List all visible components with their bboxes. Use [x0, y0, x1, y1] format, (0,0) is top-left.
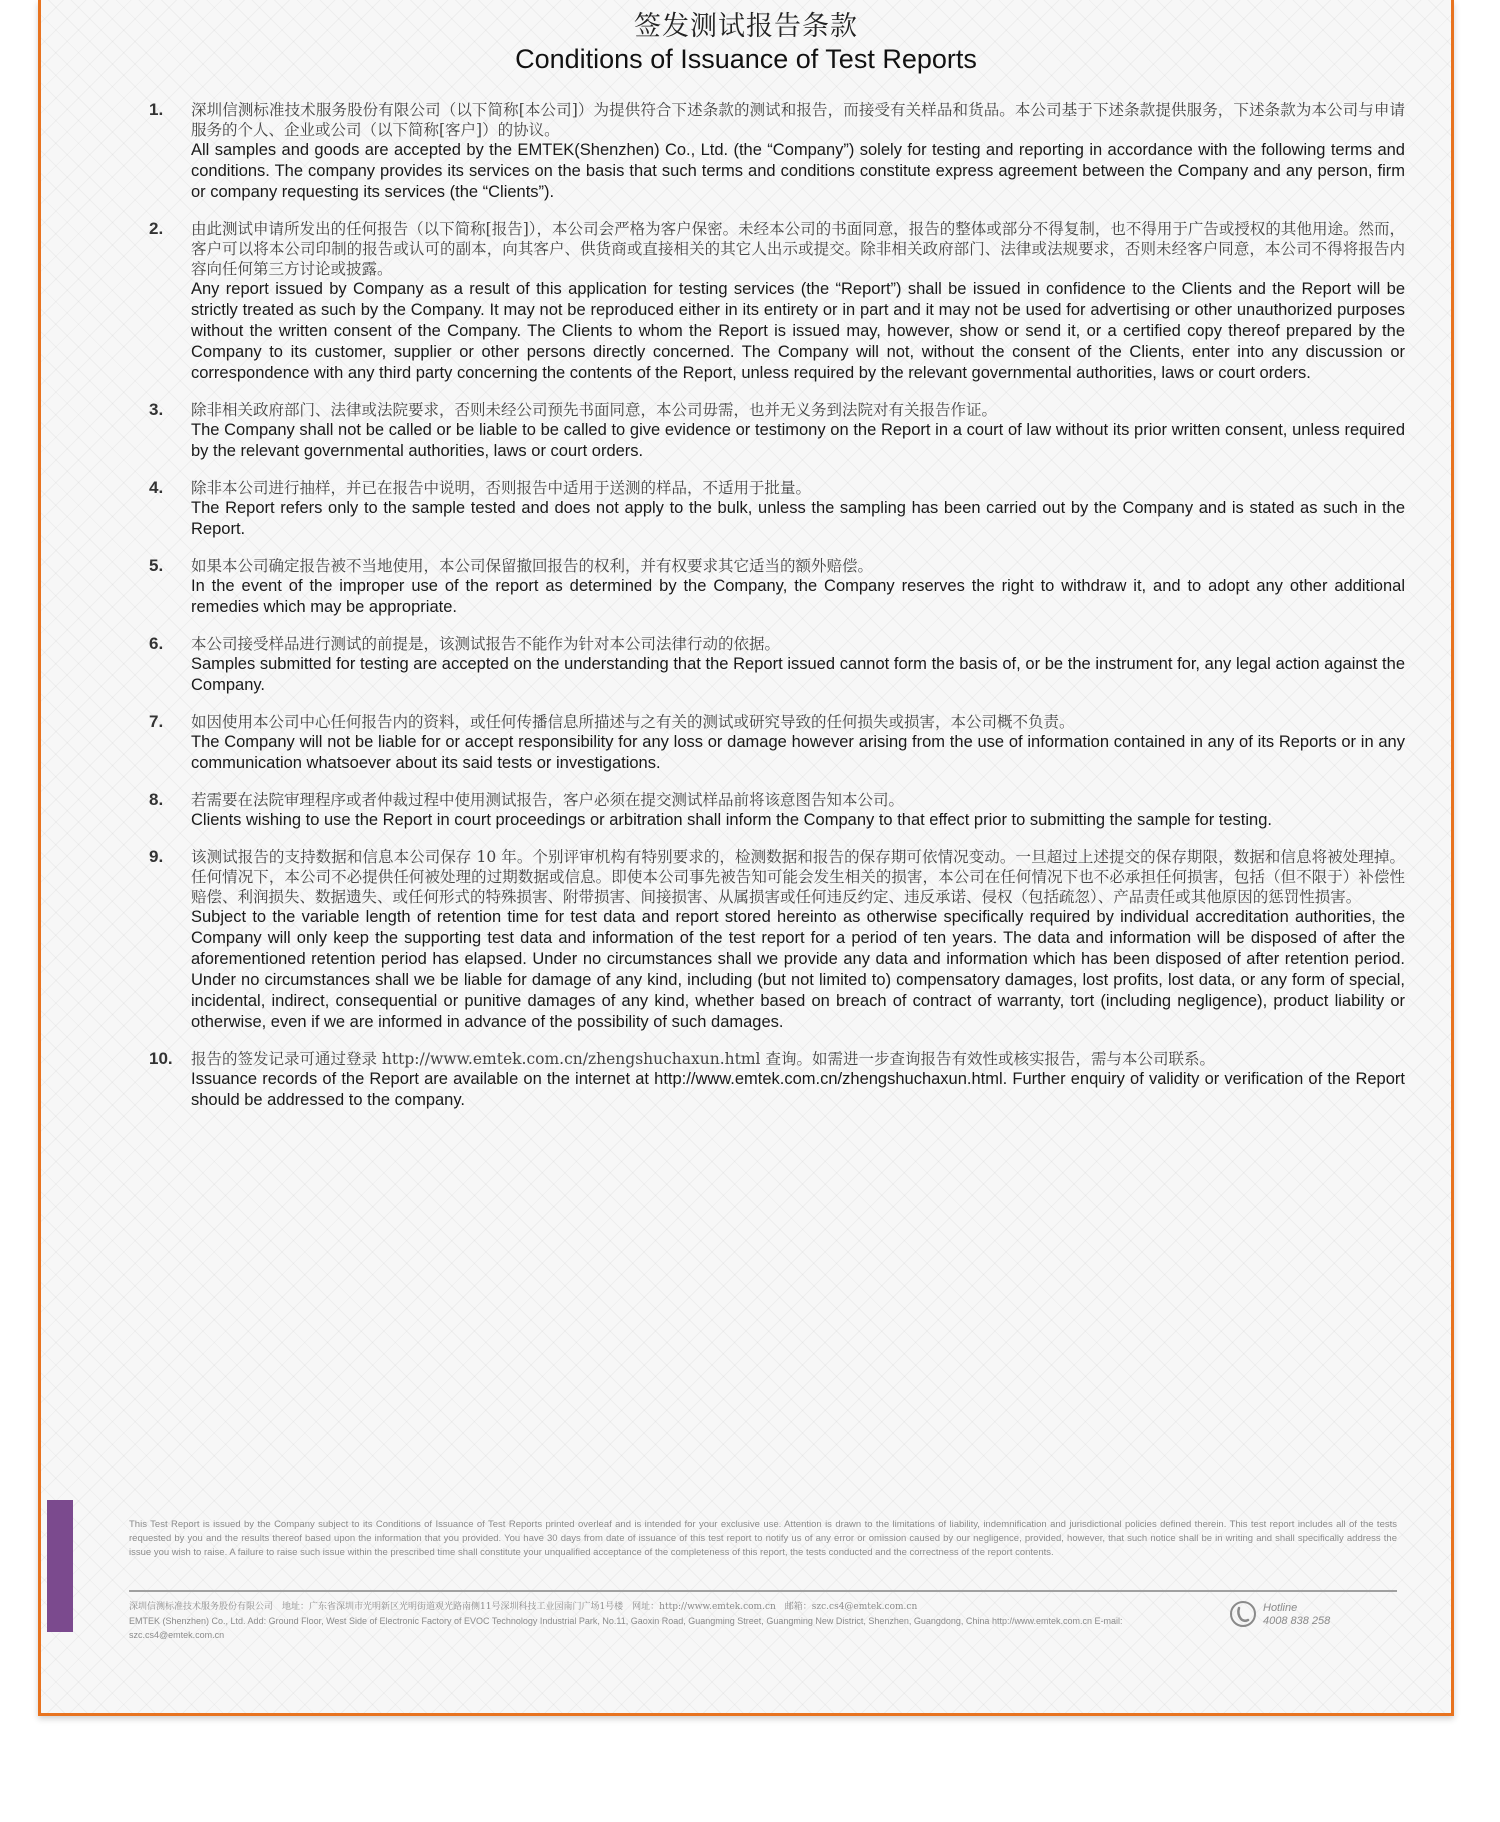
clause-4 — [149, 478, 1405, 540]
clause-list — [149, 100, 1405, 1127]
clause-text-english: Any report issued by Company as a result of this application for testing services (the “Report”) shall be issued in confidence to the Clients and the Report will be strictly treated as such by the Company. It may not be reproduced either in its entirety or in part and it may not be used for advertising or other unauthorized purposes without the written consent of the Company. The Clients to whom the Report is issued may, however, show or send it, or a certified copy thereof prepared by the Company to its customer, supplier or other persons directly concerned. The Company will not, without the consent of the Clients, enter into any discussion or correspondence with any third party concerning the contents of the Report, unless required by the relevant governmental authorities, laws or court orders. — [191, 280, 1405, 382]
clause-number: 9. — [149, 847, 164, 866]
contact-chinese: 深圳信测标准技术服务股份有限公司 地址：广东省深圳市光明新区光明街道观光路南侧11号深圳科技工业园南门广场1号楼 网址：http://www.emtek.com.cn 邮箱：szc.cs4@emtek.com.cn — [129, 1602, 918, 1612]
clause-number: 8. — [149, 790, 164, 809]
clause-1 — [149, 100, 1405, 203]
clause-number: 7. — [149, 712, 164, 731]
clause-text-chinese: 该测试报告的支持数据和信息本公司保存 10 年。个别评审机构有特别要求的，检测数据和报告的保存期可依情况变动。一旦超过上述提交的保存期限，数据和信息将被处理掉。任何情况下，本公司不必提供任何被处理的过期数据或信息。即使本公司事先被告知可能会发生相关的损害，本公司在任何情况下也不必承担任何损害，包括（但不限于）补偿性赔偿、利润损失、数据遗失、或任何形式的特殊损害、附带损害、间接损害、从属损害或任何违反约定、违反承诺、侵权（包括疏忽）、产品责任或其他原因的惩罚性损害。 — [191, 848, 1405, 906]
clause-number: 3. — [149, 400, 164, 419]
clause-text-english: The Company shall not be called or be liable to be called to give evidence or testimony on the Report in a court of law without its prior written consent, unless required by the relevant governmental authorities, laws or court orders. — [191, 421, 1405, 460]
hotline-block — [1229, 1600, 1399, 1634]
clause-text-english: Issuance records of the Report are available on the internet at http://www.emtek.com.cn/zhengshuchaxun.html. Further enquiry of validity or verification of the Report should be addressed to the company. — [191, 1070, 1405, 1109]
clause-number: 6. — [149, 634, 164, 653]
clause-2 — [149, 219, 1405, 384]
phone-icon — [1229, 1600, 1257, 1628]
clause-text-chinese: 如果本公司确定报告被不当地使用，本公司保留撤回报告的权利，并有权要求其它适当的额外赔偿。 — [191, 557, 874, 575]
clause-text-chinese: 深圳信测标准技术服务股份有限公司（以下简称[本公司]）为提供符合下述条款的测试和报告，而接受有关样品和货品。本公司基于下述条款提供服务，下述条款为本公司与申请服务的个人、企业或公司（以下简称[客户]）的协议。 — [191, 101, 1405, 139]
title-chinese: 签发测试报告条款 — [634, 11, 858, 42]
clause-text-chinese: 报告的签发记录可通过登录 http://www.emtek.com.cn/zhengshuchaxun.html 查询。如需进一步查询报告有效性或核实报告，需与本公司联系。 — [191, 1050, 1215, 1068]
clause-7 — [149, 712, 1405, 774]
purple-side-bar — [47, 1500, 73, 1632]
clause-text-chinese: 如因使用本公司中心任何报告内的资料，或任何传播信息所描述与之有关的测试或研究导致的任何损失或损害，本公司概不负责。 — [191, 713, 1075, 731]
footer-divider — [129, 1590, 1397, 1592]
clause-text-english: The Company will not be liable for or accept responsibility for any loss or damage however arising from the use of information contained in any of its Reports or in any communication whatsoever about its said tests or investigations. — [191, 733, 1405, 772]
clause-10 — [149, 1049, 1405, 1111]
footer-contact — [129, 1600, 1199, 1642]
contact-english: EMTEK (Shenzhen) Co., Ltd. Add: Ground Floor, West Side of Electronic Factory of EVOC Technology Industrial Park, No.11, Gaoxin Road, Guangming Street, Guangming New District, Shenzhen, Guangdong, China http://www.emtek.com.cn E-mail: szc.cs4@emtek.com.cn — [129, 1616, 1123, 1640]
clause-text-english: In the event of the improper use of the report as determined by the Company, the Company reserves the right to withdraw it, and to adopt any other additional remedies which may be appropriate. — [191, 577, 1405, 616]
hotline-text — [1263, 1602, 1330, 1628]
clause-3 — [149, 400, 1405, 462]
clause-number: 5. — [149, 556, 164, 575]
clause-text-english: Clients wishing to use the Report in court proceedings or arbitration shall inform the Company to that effect prior to submitting the sample for testing. — [191, 811, 1272, 829]
clause-text-english: Samples submitted for testing are accepted on the understanding that the Report issued cannot form the basis of, or be the instrument for, any legal action against the Company. — [191, 655, 1405, 694]
clause-text-english: All samples and goods are accepted by the EMTEK(Shenzhen) Co., Ltd. (the “Company”) solely for testing and reporting in accordance with the following terms and conditions. The company provides its services on the basis that such terms and conditions constitute express agreement between the Company and any person, firm or company requesting its services (the “Clients”). — [191, 141, 1405, 201]
report-sheet — [38, 0, 1454, 1716]
clause-text-english: The Report refers only to the sample tested and does not apply to the bulk, unless the sampling has been carried out by the Company and is stated as such in the Report. — [191, 499, 1405, 538]
title-english: Conditions of Issuance of Test Reports — [515, 44, 977, 74]
hotline-label: Hotline — [1263, 1602, 1298, 1614]
clause-text-chinese: 除非本公司进行抽样，并已在报告中说明，否则报告中适用于送测的样品，不适用于批量。 — [191, 479, 812, 497]
clause-6 — [149, 634, 1405, 696]
clause-number: 10. — [149, 1049, 173, 1068]
footer-disclaimer: This Test Report is issued by the Company subject to its Conditions of Issuance of Test Reports printed overleaf and is intended for your exclusive use. Attention is drawn to the limitations of liability, indemnification and jurisdictional policies defined therein. This test report includes all of the tests requested by you and the results thereof based upon the information that you provided. You have 30 days from date of issuance of this test report to notify us of any error or omission caused by our negligence, provided, however, that such notice shall be in writing and shall specifically address the issue you wish to raise. A failure to raise such issue within the prescribed time shall constitute your unqualified acceptance of the completeness of this report, the tests conducted and the correctness of the report contents. — [129, 1519, 1397, 1558]
clause-9 — [149, 847, 1405, 1033]
clause-number: 4. — [149, 478, 164, 497]
clause-text-chinese: 由此测试申请所发出的任何报告（以下简称[报告]），本公司会严格为客户保密。未经本公司的书面同意，报告的整体或部分不得复制，也不得用于广告或授权的其他用途。然而，客户可以将本公司印制的报告或认可的副本，向其客户、供货商或直接相关的其它人出示或提交。除非相关政府部门、法律或法规要求，否则未经客户同意，本公司不得将报告内容向任何第三方讨论或披露。 — [191, 220, 1405, 278]
clause-number: 1. — [149, 100, 164, 119]
clause-5 — [149, 556, 1405, 618]
clause-text-chinese: 若需要在法院审理程序或者仲裁过程中使用测试报告，客户必须在提交测试样品前将该意图告知本公司。 — [191, 791, 905, 809]
clause-number: 2. — [149, 219, 164, 238]
hotline-number: 4008 838 258 — [1263, 1615, 1331, 1627]
clause-8 — [149, 790, 1405, 831]
clause-text-chinese: 除非相关政府部门、法律或法院要求，否则未经公司预先书面同意，本公司毋需，也并无义务到法院对有关报告作证。 — [191, 401, 998, 419]
clause-text-chinese: 本公司接受样品进行测试的前提是，该测试报告不能作为针对本公司法律行动的依据。 — [191, 635, 781, 653]
clause-text-english: Subject to the variable length of retention time for test data and report stored hereinto as otherwise specifically required by individual accreditation authorities, the Company will only keep the supporting test data and information of the test report for a period of ten years. The data and information will be disposed of after the aforementioned retention period has elapsed. Under no circumstances shall we provide any data and information which has been disposed of after retention period. Under no circumstances shall we be liable for damage of any kind, including (but not limited to) compensatory damages, lost profits, lost data, or any form of special, incidental, indirect, consequential or punitive damages of any kind, whether based on breach of contract of warranty, tort (including negligence), product liability or otherwise, even if we are informed in advance of the possibility of such damages. — [191, 908, 1405, 1031]
